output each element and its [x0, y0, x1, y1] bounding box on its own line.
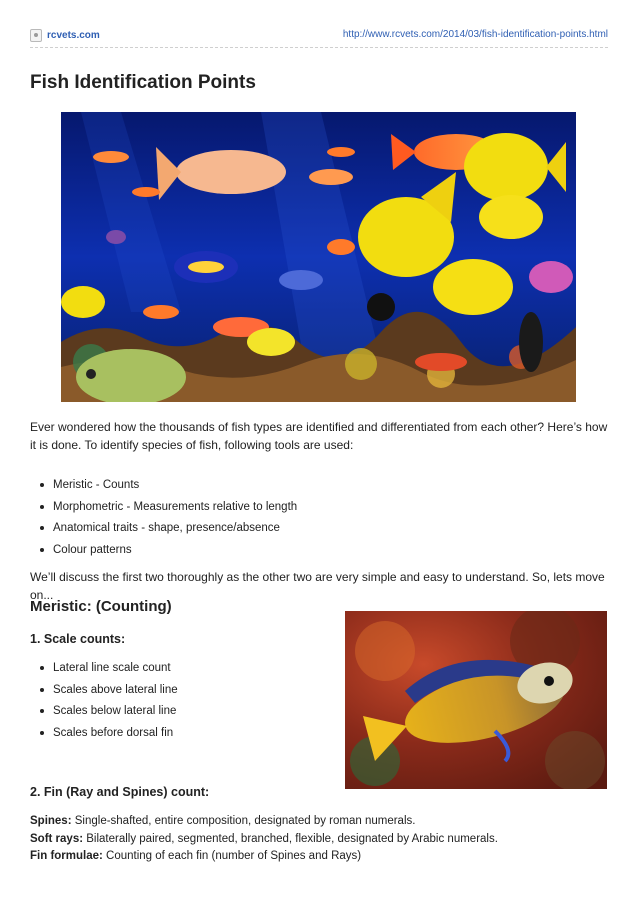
- term-text: Counting of each fin (number of Spines and Rays): [102, 850, 362, 862]
- list-item: Scales above lateral line: [40, 681, 178, 703]
- list-item: Morphometric - Measurements relative to length: [40, 498, 297, 520]
- list-item: Lateral line scale count: [40, 659, 178, 681]
- page-url-link[interactable]: http://www.rcvets.com/2014/03/fish-identification-points.html: [342, 29, 608, 40]
- site-favicon-icon: [30, 29, 42, 42]
- wrasse-fish-image: [345, 611, 607, 789]
- reef-fish-hero-image: [61, 112, 576, 402]
- scale-counts-heading: 1. Scale counts:: [30, 632, 126, 646]
- intro-paragraph: Ever wondered how the thousands of fish types are identified and differentiated from each other? Here’s how it is done. To identify species of fish, following tools are used:: [30, 420, 608, 452]
- page-header: [30, 29, 608, 45]
- header-divider: [30, 47, 608, 48]
- list-item: Anatomical traits - shape, presence/absence: [40, 519, 297, 541]
- term-label: Fin formulae:: [30, 850, 103, 862]
- definition-spines: [30, 813, 498, 831]
- tools-list: [40, 476, 297, 562]
- list-item: Scales before dorsal fin: [40, 724, 178, 746]
- fin-count-heading: 2. Fin (Ray and Spines) count:: [30, 785, 210, 799]
- list-item: Meristic - Counts: [40, 476, 297, 498]
- article-title: Fish Identification Points: [30, 72, 256, 93]
- scale-counts-list: [40, 659, 178, 745]
- fin-definitions: [30, 813, 498, 866]
- site-name[interactable]: rcvets.com: [47, 30, 100, 41]
- definition-soft-rays: [30, 831, 498, 849]
- definition-fin-formulae: [30, 848, 498, 866]
- list-item: Colour patterns: [40, 541, 297, 563]
- list-item: Scales below lateral line: [40, 702, 178, 724]
- site-link[interactable]: [30, 29, 100, 42]
- term-text: Single-shafted, entire composition, designated by roman numerals.: [71, 815, 416, 827]
- term-text: Bilaterally paired, segmented, branched, flexible, designated by Arabic numerals.: [83, 832, 498, 845]
- section-heading-meristic: Meristic: (Counting): [30, 598, 172, 615]
- term-label: Spines:: [30, 815, 72, 827]
- term-label: Soft rays:: [30, 832, 84, 845]
- discussion-paragraph: We’ll discuss the first two thoroughly as the other two are very simple and easy to understand. So, lets move on...: [30, 570, 605, 602]
